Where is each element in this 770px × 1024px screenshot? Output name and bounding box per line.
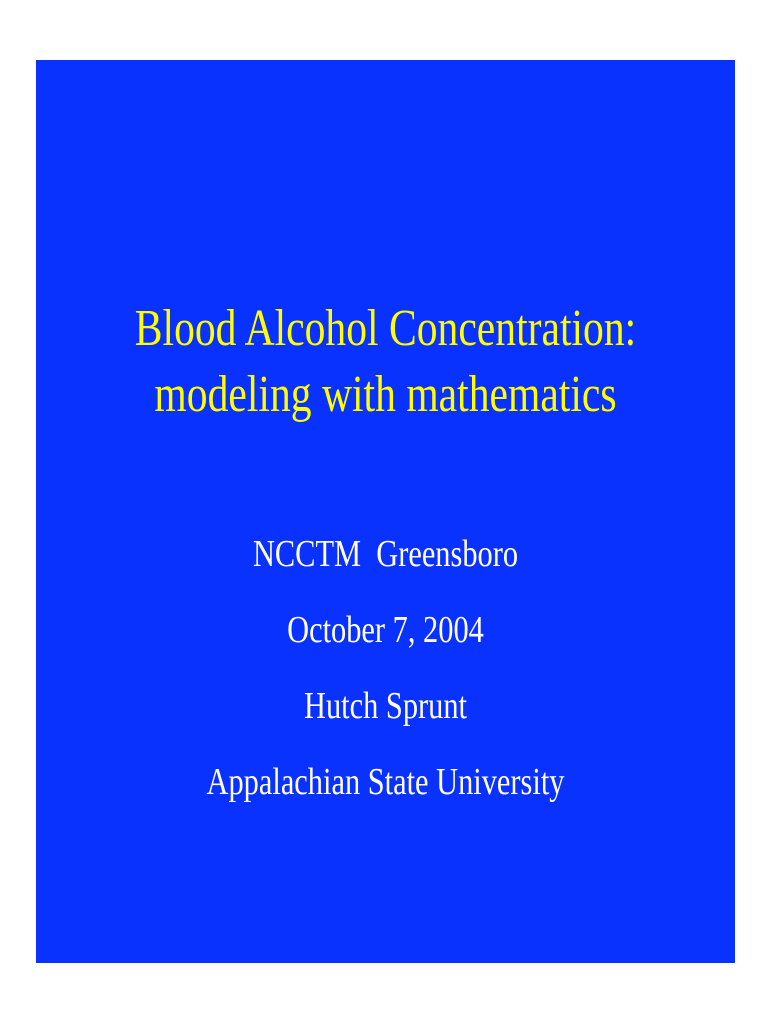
presentation-info [106,516,665,820]
title-slide [36,60,735,963]
author-affiliation: Appalachian State University [206,761,565,803]
slide-title [106,296,665,428]
title-line-2: modeling with mathematics [154,366,617,423]
title-line-1: Blood Alcohol Concentration: [134,300,637,357]
event-name: NCCTM Greensboro [252,533,519,575]
presentation-date: October 7, 2004 [287,609,484,651]
author-name: Hutch Sprunt [304,685,467,727]
